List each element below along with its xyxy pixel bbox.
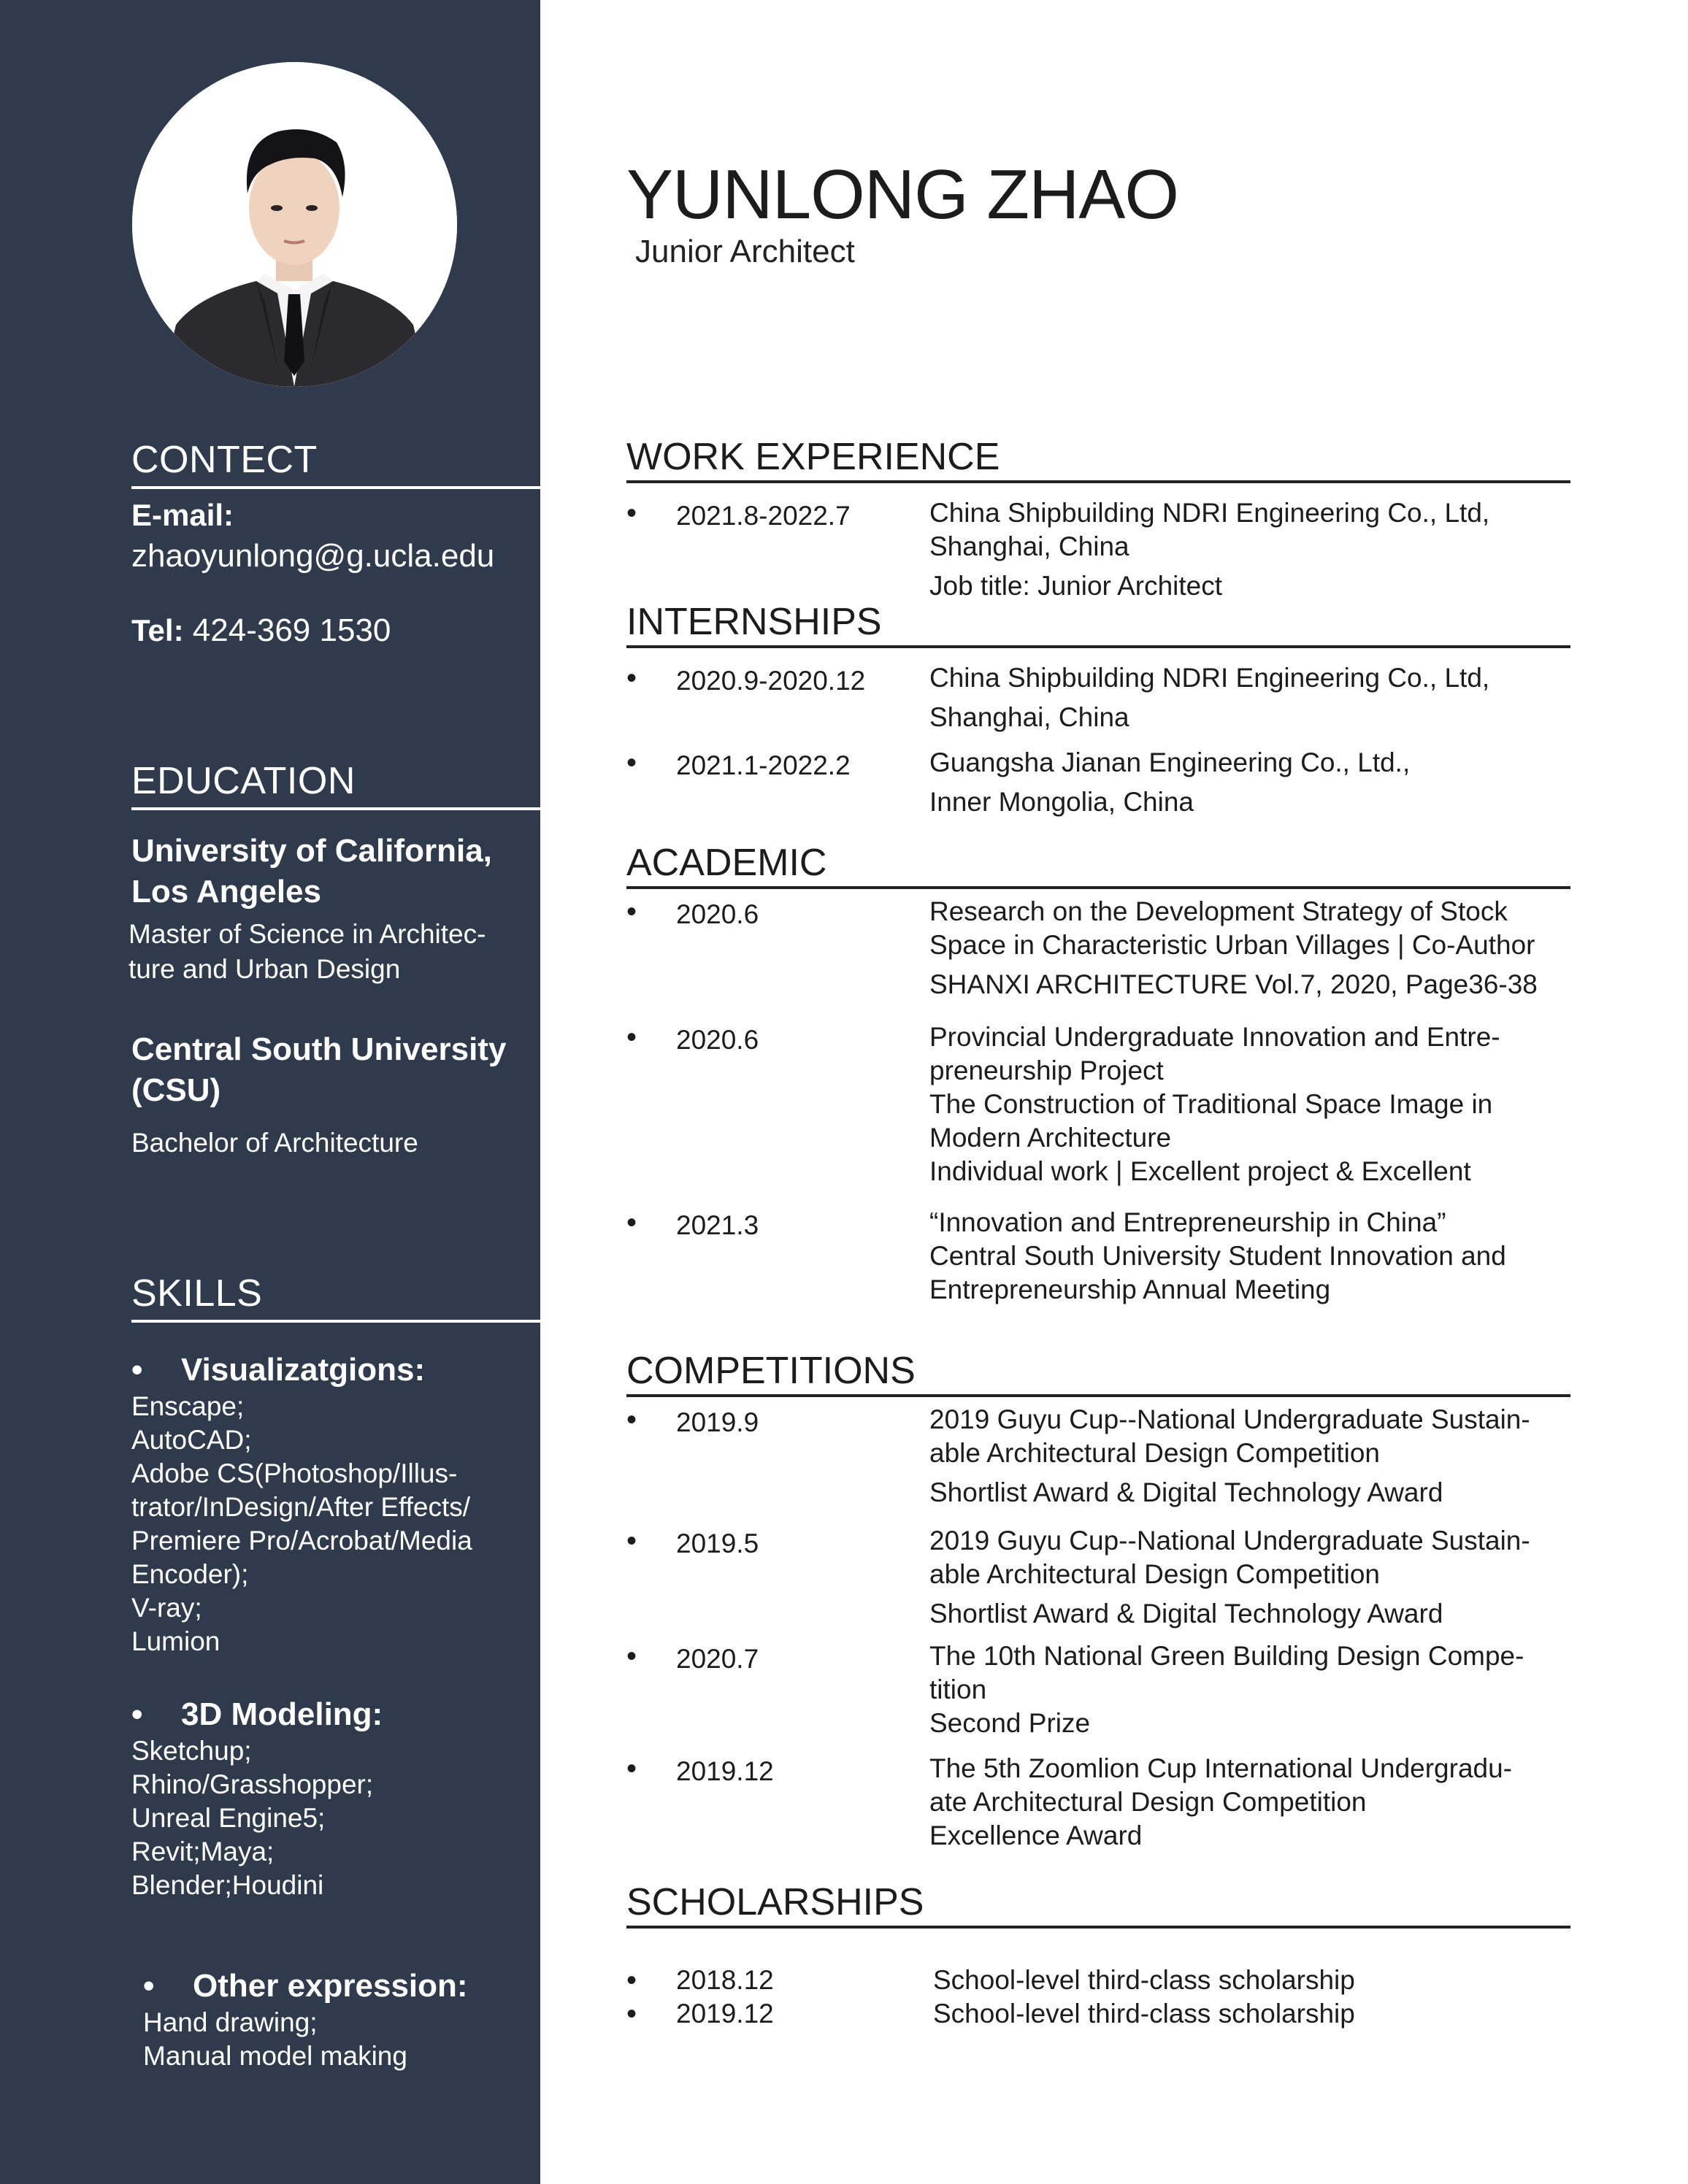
degree: Bachelor of Architecture [131,1128,418,1158]
bullet: • [626,896,637,928]
entry-date: 2020.9-2020.12 [676,666,866,696]
entry-date: 2019.5 [676,1529,759,1558]
bullet: • [626,1998,637,2030]
work-experience-heading: WORK EXPERIENCE [626,435,1570,483]
email-value[interactable]: zhaoyunlong@g.ucla.edu [131,538,495,574]
tel-value[interactable]: 424-369 1530 [192,612,391,648]
bullet: • [626,1753,637,1785]
skill-group-visualization [131,1350,472,1658]
skill-group-other [143,1966,468,2073]
phone-line [131,610,391,651]
entry-description: Research on the Development Strategy of Stock Space in Characteristic Urban Villages | Co-Author SHANXI ARCHITECTURE Vol.7, 2020, Page36-38 [929,896,1538,999]
skills-heading: SKILLS [131,1272,540,1323]
school-name: (CSU) [131,1072,221,1108]
bullet: • [626,1404,637,1436]
academic-heading: ACADEMIC [626,841,1570,889]
entry-date: 2019.9 [676,1407,759,1437]
sidebar [0,0,540,2184]
entry-date: 2019.12 [676,1756,774,1786]
bullet: • [626,1207,637,1239]
bullet: • [626,747,637,779]
degree: Master of Science in Architec- [128,919,486,949]
bullet: • [626,497,637,529]
skill-group-title: • Other expression: [143,1966,468,2006]
entry-description: 2019 Guyu Cup--National Undergraduate Sustain- able Architectural Design Competition Shortlist Award & Digital Technology Award [929,1404,1530,1507]
degree: ture and Urban Design [128,954,401,984]
entry-description: Provincial Undergraduate Innovation and Entre- preneurship Project The Construction of Traditional Space Image in Modern Architecture Individual work | Excellent project & Excellent [929,1022,1500,1186]
entry-description: China Shipbuilding NDRI Engineering Co., Ltd, Shanghai, China Job title: Junior Architect [929,498,1490,601]
bullet: • [131,1352,143,1388]
skill-list: Sketchup; Rhino/Grasshopper; Unreal Engine5; Revit;Maya; Blender;Houdini [131,1736,374,1900]
competitions-heading: COMPETITIONS [626,1349,1570,1397]
scholarships-heading: SCHOLARSHIPS [626,1880,1570,1929]
entry-description: 2019 Guyu Cup--National Undergraduate Sustain- able Architectural Design Competition Shortlist Award & Digital Technology Award [929,1526,1530,1629]
entry-description: The 5th Zoomlion Cup International Undergradu- ate Architectural Design Competition Excellence Award [929,1753,1513,1850]
skill-list: Hand drawing; Manual model making [143,2007,407,2071]
school-name: Central South University [131,1031,507,1067]
entry-date: 2021.3 [676,1210,759,1240]
education-item-ucla [128,831,492,987]
contact-heading: CONTECT [131,438,540,489]
entry-description: The 10th National Green Building Design Compe- tition Second Prize [929,1641,1524,1738]
entry-date: 2020.7 [676,1644,759,1674]
internships-heading: INTERNSHIPS [626,600,1570,648]
candidate-job-title: Junior Architect [635,234,855,269]
entry-description: School-level third-class scholarship [933,1999,1355,2029]
education-item-csu [131,1029,506,1161]
tel-label: Tel: [131,613,184,647]
entry-description: School-level third-class scholarship [933,1965,1355,1995]
skill-group-title: • 3D Modeling: [131,1695,383,1734]
entry-date: 2020.6 [676,899,759,929]
bullet: • [626,662,637,694]
profile-photo [132,62,457,387]
entry-date: 2018.12 [676,1965,774,1995]
entry-description: Guangsha Jianan Engineering Co., Ltd., Inner Mongolia, China [929,747,1411,817]
bullet: • [131,1696,143,1732]
bullet: • [626,1021,637,1053]
bullet: • [143,1968,155,2004]
bullet: • [626,1964,637,1996]
bullet: • [626,1525,637,1557]
entry-date: 2021.1-2022.2 [676,750,851,780]
entry-description: “Innovation and Entrepreneurship in China” Central South University Student Innovation and Entrepreneurship Annual Meeting [929,1207,1506,1304]
school-name: University of California, [131,833,492,869]
skill-group-title: • Visualizatgions: [131,1350,472,1390]
skill-group-3d-modeling [131,1695,383,1902]
candidate-name: YUNLONG ZHAO [626,155,1179,234]
school-name: Los Angeles [131,874,321,910]
email-label: E-mail: [131,498,234,532]
bullet: • [626,1640,637,1672]
skill-list: Enscape; AutoCAD; Adobe CS(Photoshop/Illus- trator/InDesign/After Effects/ Premiere Pro/Acrobat/Media Encoder); V-ray; Lumion [131,1391,472,1656]
entry-date: 2020.6 [676,1025,759,1055]
education-heading: EDUCATION [131,759,540,810]
entry-date: 2019.12 [676,1999,774,2029]
portrait-image [132,62,457,387]
entry-description: China Shipbuilding NDRI Engineering Co., Ltd, Shanghai, China [929,663,1490,732]
entry-date: 2021.8-2022.7 [676,501,851,531]
